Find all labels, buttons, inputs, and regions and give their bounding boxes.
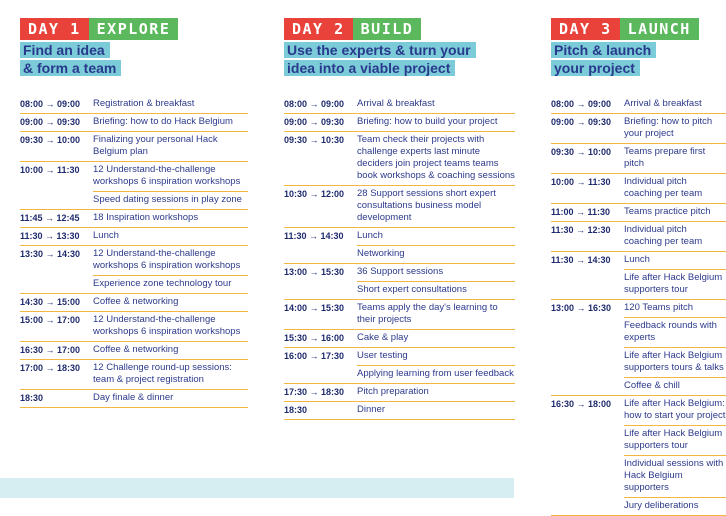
- day-1-title-line: & form a team: [20, 60, 121, 76]
- schedule-activity: Jury deliberations: [624, 498, 726, 516]
- schedule-time: 17:30 → 18:30: [284, 384, 357, 402]
- schedule-entry: [284, 228, 515, 264]
- day-3-title: [551, 42, 726, 78]
- schedule-time: 09:30 → 10:00: [20, 132, 93, 162]
- schedule-entry: [284, 132, 515, 186]
- schedule-activities: [624, 96, 726, 114]
- schedule-activity: Arrival & breakfast: [357, 96, 515, 114]
- schedule-time: 08:00 → 09:00: [20, 96, 93, 114]
- schedule-activity: Teams prepare first pitch: [624, 144, 726, 174]
- schedule-entry: [551, 144, 726, 174]
- schedule-time: 09:00 → 09:30: [551, 114, 624, 144]
- schedule-entry: [20, 228, 248, 246]
- schedule-activities: [624, 144, 726, 174]
- schedule-activities: [93, 228, 248, 246]
- schedule-activity: User testing: [357, 348, 515, 366]
- day-2-title-line: Use the experts & turn your: [284, 42, 476, 58]
- schedule-time: 11:30 → 14:30: [551, 252, 624, 300]
- schedule-activity: Briefing: how to build your project: [357, 114, 515, 132]
- day-1-theme: EXPLORE: [89, 18, 179, 40]
- schedule-activities: [357, 186, 515, 228]
- schedule-entry: [284, 264, 515, 300]
- schedule-activity: 120 Teams pitch: [624, 300, 726, 318]
- schedule-activity: Short expert consultations: [357, 282, 515, 300]
- schedule-activity: Teams practice pitch: [624, 204, 726, 222]
- schedule-activities: [357, 402, 515, 420]
- schedule-entry: [551, 114, 726, 144]
- schedule-time: 11:30 → 13:30: [20, 228, 93, 246]
- schedule-time: 11:45 → 12:45: [20, 210, 93, 228]
- schedule-activity: Life after Hack Belgium supporters tours & talks: [624, 348, 726, 378]
- schedule-entry: [20, 246, 248, 294]
- schedule-activity: Arrival & breakfast: [624, 96, 726, 114]
- schedule-entry: [551, 174, 726, 204]
- schedule-entry: [20, 162, 248, 210]
- schedule-entry: [20, 360, 248, 390]
- bottom-band: [0, 478, 514, 498]
- schedule-activity: Lunch: [624, 252, 726, 270]
- schedule-activities: [93, 210, 248, 228]
- schedule-activity: Lunch: [93, 228, 248, 246]
- day-1-schedule: [20, 96, 248, 408]
- day-1-column: [20, 18, 248, 403]
- schedule-time: 10:00 → 11:30: [20, 162, 93, 210]
- schedule-activity: Team check their projects with challenge experts last minute deciders join project teams teams book workshops & coaching sessions: [357, 132, 515, 186]
- schedule-activity: Life after Hack Belgium supporters tour: [624, 426, 726, 456]
- schedule-activities: [357, 330, 515, 348]
- schedule-entry: [284, 96, 515, 114]
- schedule-entry: [284, 300, 515, 330]
- day-3-schedule: [551, 96, 726, 516]
- schedule-activity: Individual sessions with Hack Belgium supporters: [624, 456, 726, 498]
- schedule-entry: [20, 210, 248, 228]
- schedule-entry: [20, 342, 248, 360]
- schedule-activities: [624, 204, 726, 222]
- schedule-time: 18:30: [284, 402, 357, 420]
- schedule-entry: [284, 114, 515, 132]
- schedule-activities: [357, 348, 515, 384]
- schedule-activity: Lunch: [357, 228, 515, 246]
- schedule-entry: [20, 294, 248, 312]
- schedule-activities: [93, 246, 248, 294]
- day-2-schedule: [284, 96, 515, 420]
- schedule-activity: Coffee & networking: [93, 342, 248, 360]
- schedule-activity: 18 Inspiration workshops: [93, 210, 248, 228]
- schedule-activity: 36 Support sessions: [357, 264, 515, 282]
- schedule-time: 18:30: [20, 390, 93, 408]
- schedule-activity: 12 Understand-the-challenge workshops 6 inspiration workshops: [93, 246, 248, 276]
- schedule-entry: [551, 396, 726, 516]
- schedule-activities: [624, 222, 726, 252]
- schedule-activities: [93, 132, 248, 162]
- schedule-activity: 12 Challenge round-up sessions: team & project registration: [93, 360, 248, 390]
- schedule-entry: [551, 96, 726, 114]
- schedule-time: 10:30 → 12:00: [284, 186, 357, 228]
- day-2-theme: BUILD: [353, 18, 422, 40]
- schedule-entry: [20, 114, 248, 132]
- schedule-activities: [93, 294, 248, 312]
- day-1-label: DAY 1: [20, 18, 89, 40]
- schedule-time: 09:30 → 10:30: [284, 132, 357, 186]
- schedule-activity: Registration & breakfast: [93, 96, 248, 114]
- schedule-activity: Networking: [357, 246, 515, 264]
- schedule-activities: [357, 132, 515, 186]
- day-3-title-line: your project: [551, 60, 640, 76]
- schedule-activities: [93, 360, 248, 390]
- schedule-time: 09:30 → 10:00: [551, 144, 624, 174]
- schedule-time: 09:00 → 09:30: [284, 114, 357, 132]
- day-2-title: [284, 42, 515, 78]
- schedule-time: 16:30 → 18:00: [551, 396, 624, 516]
- schedule-time: 13:30 → 14:30: [20, 246, 93, 294]
- schedule-activities: [357, 300, 515, 330]
- day-1-title-line: Find an idea: [20, 42, 110, 58]
- schedule-activities: [624, 252, 726, 300]
- schedule-activity: Briefing: how to do Hack Belgium: [93, 114, 248, 132]
- day-1-title: [20, 42, 248, 78]
- schedule-activity: Individual pitch coaching per team: [624, 174, 726, 204]
- schedule-activity: Cake & play: [357, 330, 515, 348]
- schedule-activities: [93, 390, 248, 408]
- schedule-time: 17:00 → 18:30: [20, 360, 93, 390]
- schedule-activities: [624, 114, 726, 144]
- schedule-entry: [20, 312, 248, 342]
- schedule-time: 11:00 → 11:30: [551, 204, 624, 222]
- schedule-time: 11:30 → 12:30: [551, 222, 624, 252]
- day-2-label: DAY 2: [284, 18, 353, 40]
- schedule-activity: Life after Hack Belgium supporters tour: [624, 270, 726, 300]
- schedule-activities: [357, 384, 515, 402]
- schedule-entry: [551, 222, 726, 252]
- schedule-activity: Individual pitch coaching per team: [624, 222, 726, 252]
- schedule-activity: Life after Hack Belgium: how to start your project: [624, 396, 726, 426]
- day-3-title-line: Pitch & launch: [551, 42, 656, 58]
- schedule-activity: Applying learning from user feedback: [357, 366, 515, 384]
- schedule-time: 16:30 → 17:00: [20, 342, 93, 360]
- schedule-entry: [284, 330, 515, 348]
- schedule-entry: [551, 204, 726, 222]
- schedule-entry: [20, 96, 248, 114]
- schedule-activity: Experience zone technology tour: [93, 276, 248, 294]
- schedule-time: 15:00 → 17:00: [20, 312, 93, 342]
- schedule-activities: [93, 162, 248, 210]
- schedule-activities: [93, 96, 248, 114]
- schedule-activities: [624, 396, 726, 516]
- day-3-column: [551, 18, 726, 511]
- day-1-header: [20, 18, 248, 40]
- schedule-activity: Finalizing your personal Hack Belgium plan: [93, 132, 248, 162]
- schedule-activities: [357, 228, 515, 264]
- schedule-time: 14:00 → 15:30: [284, 300, 357, 330]
- schedule-activity: Feedback rounds with experts: [624, 318, 726, 348]
- schedule-time: 08:00 → 09:00: [551, 96, 624, 114]
- schedule-time: 13:00 → 15:30: [284, 264, 357, 300]
- day-3-header: [551, 18, 726, 40]
- schedule-time: 08:00 → 09:00: [284, 96, 357, 114]
- schedule-activity: Coffee & chill: [624, 378, 726, 396]
- schedule-time: 15:30 → 16:00: [284, 330, 357, 348]
- schedule-time: 11:30 → 14:30: [284, 228, 357, 264]
- schedule-activity: 28 Support sessions short expert consultations business model development: [357, 186, 515, 228]
- schedule-entry: [284, 384, 515, 402]
- schedule-activity: Coffee & networking: [93, 294, 248, 312]
- schedule-activities: [624, 300, 726, 396]
- schedule-time: 10:00 → 11:30: [551, 174, 624, 204]
- schedule-entry: [551, 300, 726, 396]
- day-3-theme: LAUNCH: [620, 18, 699, 40]
- schedule-activities: [357, 114, 515, 132]
- schedule-time: 16:00 → 17:30: [284, 348, 357, 384]
- schedule-entry: [284, 348, 515, 384]
- schedule-activity: Day finale & dinner: [93, 390, 248, 408]
- schedule-activity: Teams apply the day's learning to their projects: [357, 300, 515, 330]
- schedule-time: 09:00 → 09:30: [20, 114, 93, 132]
- schedule-activities: [93, 342, 248, 360]
- schedule-entry: [20, 390, 248, 408]
- schedule-activity: Dinner: [357, 402, 515, 420]
- schedule-entry: [284, 186, 515, 228]
- schedule-entry: [284, 402, 515, 420]
- schedule-activities: [93, 312, 248, 342]
- schedule-time: 13:00 → 16:30: [551, 300, 624, 396]
- day-2-title-line: idea into a viable project: [284, 60, 455, 76]
- day-2-column: [284, 18, 515, 415]
- schedule-entry: [20, 132, 248, 162]
- schedule-activity: Pitch preparation: [357, 384, 515, 402]
- schedule-activities: [357, 264, 515, 300]
- day-3-label: DAY 3: [551, 18, 620, 40]
- schedule-entry: [551, 252, 726, 300]
- schedule-activity: 12 Understand-the-challenge workshops 6 inspiration workshops: [93, 162, 248, 192]
- schedule-activity: Speed dating sessions in play zone: [93, 192, 248, 210]
- schedule-time: 14:30 → 15:00: [20, 294, 93, 312]
- schedule-activities: [357, 96, 515, 114]
- day-2-header: [284, 18, 515, 40]
- schedule-activities: [93, 114, 248, 132]
- schedule-activity: 12 Understand-the-challenge workshops 6 inspiration workshops: [93, 312, 248, 342]
- schedule-activity: Briefing: how to pitch your project: [624, 114, 726, 144]
- schedule-activities: [624, 174, 726, 204]
